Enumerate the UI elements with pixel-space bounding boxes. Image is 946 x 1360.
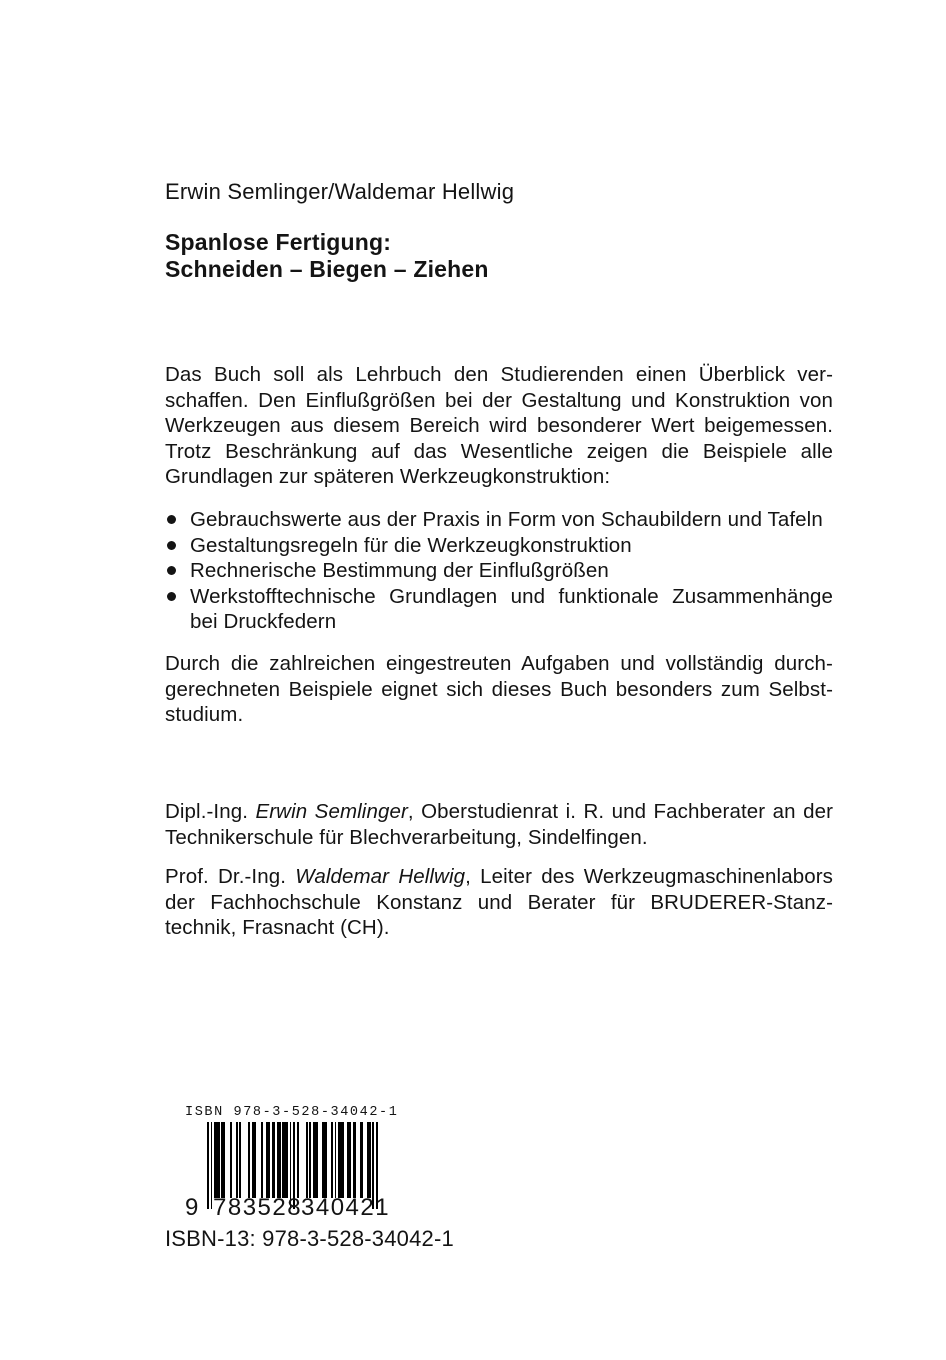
blurb-line: Werkzeugen aus diesem Bereich wird besonderer Wert beigemessen. [165, 414, 833, 438]
blurb-line: Grundlagen zur späteren Werkzeugkonstruktion: [165, 465, 611, 489]
bio-line: technik, Frasnacht (CH). [165, 916, 390, 940]
list-item [165, 584, 833, 635]
barcode-digit-group-1: 783528 [213, 1194, 303, 1221]
list-item [165, 533, 833, 559]
bullet-icon [167, 515, 176, 524]
isbn-barcode [165, 1098, 455, 1228]
barcode-digit-group-2: 340421 [301, 1194, 391, 1221]
author-name: Waldemar Hellwig [295, 865, 466, 888]
authors-line: Erwin Semlinger/Waldemar Hellwig [165, 179, 515, 204]
blurb-line: Trotz Beschränkung auf das Wesentliche zeigen die Beispiele alle [165, 439, 833, 463]
list-item [165, 507, 833, 533]
author-bio-semlinger [165, 799, 833, 850]
book-title [165, 229, 489, 282]
selfstudy-paragraph [165, 651, 833, 728]
bullet-text: Gebrauchswerte aus der Praxis in Form von Schaubildern und Tafeln [190, 508, 823, 531]
author-bio-hellwig [165, 864, 833, 941]
isbn13-text: ISBN-13: 978-3-528-34042-1 [165, 1226, 454, 1251]
title-line-2: Schneiden – Biegen – Ziehen [165, 255, 489, 282]
blurb-paragraph [165, 362, 833, 490]
bullet-list [165, 507, 833, 635]
isbn-label: ISBN 978-3-528-34042-1 [185, 1105, 399, 1120]
bullet-text: Werkstofftechnische Grundlagen und funktionale Zusammenhänge [190, 584, 833, 608]
barcode-digit-lead: 9 [185, 1194, 200, 1221]
bio-prefix: Prof. Dr.-Ing. [165, 865, 296, 888]
title-line-1: Spanlose Fertigung: [165, 229, 392, 255]
selfstudy-line: studium. [165, 703, 244, 727]
bio-line [165, 864, 833, 890]
author-name: Erwin Semlinger [255, 800, 408, 823]
bullet-text: Rechnerische Bestimmung der Einflußgrößen [190, 559, 609, 583]
bullet-icon [167, 592, 176, 601]
list-item [165, 558, 833, 584]
bullet-text: bei Druckfedern [190, 610, 337, 634]
bio-line: der Fachhochschule Konstanz und Berater für BRUDERER-Stanz- [165, 890, 833, 914]
selfstudy-line: Durch die zahlreichen eingestreuten Aufgaben und vollständig durch- [165, 652, 833, 675]
bullet-icon [167, 566, 176, 575]
bio-role: , Oberstudienrat i. R. und Fachberater an der [407, 800, 834, 823]
bio-line [165, 799, 833, 825]
blurb-line: schaffen. Den Einflußgrößen bei der Gestaltung und Konstruktion von [165, 388, 833, 412]
bio-line: Technikerschule für Blechverarbeitung, Sindelfingen. [165, 825, 648, 849]
blurb-line: Das Buch soll als Lehrbuch den Studierenden einen Überblick ver- [165, 363, 833, 386]
bullet-icon [167, 541, 176, 550]
bio-role: , Leiter des Werkzeugmaschinenlabors [465, 865, 833, 888]
bio-prefix: Dipl.-Ing. [165, 800, 256, 823]
selfstudy-line: gerechneten Beispiele eignet sich dieses Buch besonders zum Selbst- [165, 677, 833, 701]
bullet-text: Gestaltungsregeln für die Werkzeugkonstruktion [190, 533, 632, 557]
